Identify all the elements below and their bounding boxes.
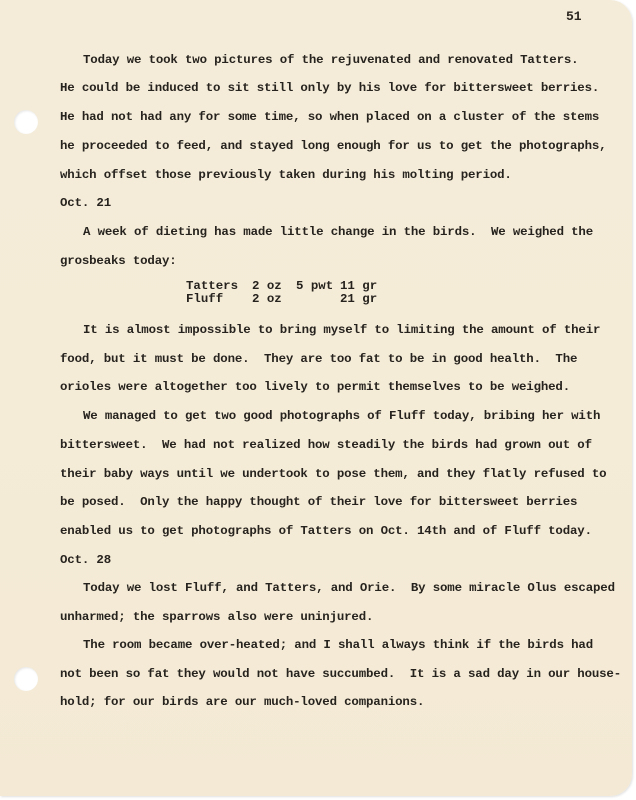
weight-oz: 2 oz	[252, 279, 282, 293]
text-line: bittersweet. We had not realized how steadily the birds had grown out of	[60, 438, 592, 452]
date-heading: Oct. 28	[60, 553, 111, 567]
text-line: he proceeded to feed, and stayed long enough for us to get the photographs,	[60, 139, 607, 153]
bird-name: Fluff	[186, 292, 224, 306]
text-line: their baby ways until we undertook to pose them, and they flatly refused to	[60, 467, 607, 481]
weight-gr: 21 gr	[340, 292, 378, 306]
text-line: Today we lost Fluff, and Tatters, and Orie. By some miracle Olus escaped	[83, 581, 615, 595]
page-number: 51	[566, 9, 582, 24]
weight-gr: 11 gr	[340, 279, 378, 293]
text-line: We managed to get two good photographs of Fluff today, bribing her with	[83, 409, 601, 423]
text-line: Today we took two pictures of the rejuvenated and renovated Tatters.	[83, 53, 579, 67]
text-line: A week of dieting has made little change in the birds. We weighed the	[83, 225, 593, 239]
weight-oz: 2 oz	[252, 292, 282, 306]
date-heading: Oct. 21	[60, 196, 111, 210]
text-line: which offset those previously taken during his molting period.	[60, 168, 512, 182]
text-line: be posed. Only the happy thought of their love for bittersweet berries	[60, 495, 578, 509]
text-line: orioles were altogether too lively to permit themselves to be weighed.	[60, 380, 570, 394]
text-line: He had not had any for some time, so when placed on a cluster of the stems	[60, 110, 600, 124]
text-line: It is almost impossible to bring myself to limiting the amount of their	[83, 323, 601, 337]
text-line: hold; for our birds are our much-loved companions.	[60, 695, 425, 709]
text-line: grosbeaks today:	[60, 254, 177, 268]
text-line: enabled us to get photographs of Tatters on Oct. 14th and of Fluff today.	[60, 524, 592, 538]
table-row	[186, 293, 380, 306]
bird-name: Tatters	[186, 279, 239, 293]
text-line: The room became over-heated; and I shall always think if the birds had	[83, 638, 593, 652]
weight-pwt	[296, 293, 340, 306]
weights-table	[186, 280, 380, 306]
binder-hole-top	[14, 110, 38, 134]
text-line: food, but it must be done. They are too fat to be in good health. The	[60, 352, 578, 366]
binder-hole-bottom	[14, 667, 38, 691]
text-line: not been so fat they would not have succumbed. It is a sad day in our house-	[60, 667, 621, 681]
text-line: He could be induced to sit still only by his love for bittersweet berries.	[60, 81, 600, 95]
weight-pwt: 5 pwt	[296, 279, 334, 293]
text-line: unharmed; the sparrows also were uninjured.	[60, 610, 374, 624]
